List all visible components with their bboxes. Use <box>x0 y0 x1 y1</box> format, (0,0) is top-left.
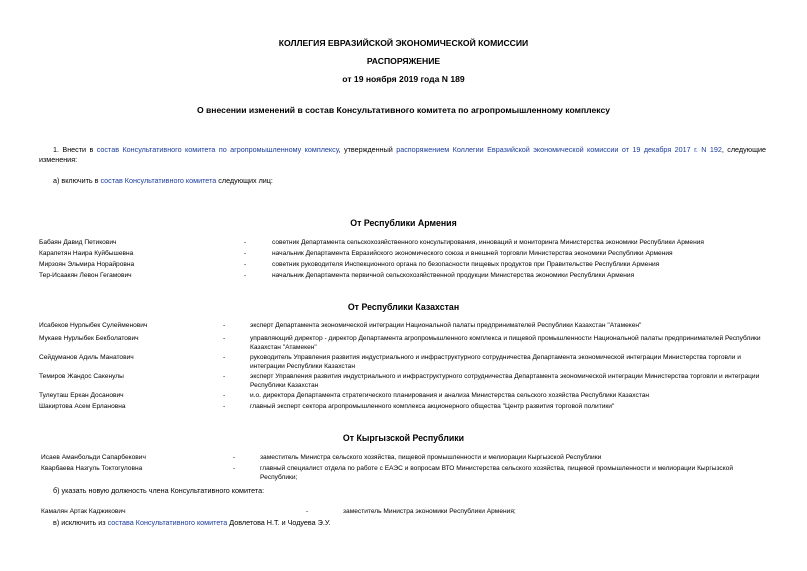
dash: - <box>306 508 309 515</box>
paragraph-1-text: 1. Внести в <box>53 145 97 154</box>
member-position: главный специалист отдела по работе с ЕАЭС и вопросам ВТО Министерства сельского хозяйства, пищевой промышленности и мелиорации Кыргызской Республики; <box>260 465 734 481</box>
item-a-text: а) включить в <box>53 176 101 185</box>
member-name: Кварбаева Назгуль Токтогуловна <box>41 465 143 472</box>
item-c-text: в) исключить из <box>53 518 108 527</box>
committee-link-a[interactable]: состав Консультативного комитета <box>100 176 217 185</box>
paragraph-1-text-2: , утвержденный <box>338 145 397 154</box>
member-name: Темиров Жандос Сакенулы <box>39 373 124 380</box>
dash: - <box>244 250 247 257</box>
member-position: эксперт Департамента экономической интеграции Национальной палаты предпринимателей Республики Казахстан "Атамекен" <box>250 322 642 329</box>
dash: - <box>233 454 236 461</box>
member-position: советник Департамента сельскохозяйственного консультирования, инноваций и мониторинга Министерства экономики Республики Армения <box>272 239 704 246</box>
dash: - <box>233 465 236 472</box>
document-date-number: от 19 ноября 2019 года N 189 <box>342 74 465 84</box>
item-b: б) указать новую должность члена Консультативного комитета: <box>53 486 265 495</box>
committee-link-c[interactable]: состава Консультативного комитета <box>107 518 228 527</box>
item-a <box>53 176 273 186</box>
member-name: Тулеуташ Еркан Досанович <box>39 392 124 399</box>
item-a-text-2: следующих лиц: <box>216 176 273 185</box>
member-name: Карапетян Наира Куйбышевна <box>39 250 134 257</box>
member-name: Тер-Исаакян Левон Гегамович <box>39 272 132 279</box>
section-kyrgyzstan-heading: От Кыргызской Республики <box>342 433 465 443</box>
member-position: и.о. директора Департамента стратегического планирования и анализа Министерства сельского хозяйства Республики Казахстан <box>250 392 650 399</box>
section-armenia-heading: От Республики Армения <box>350 218 457 228</box>
organization-heading: КОЛЛЕГИЯ ЕВРАЗИЙСКОЙ ЭКОНОМИЧЕСКОЙ КОМИССИИ <box>278 38 529 48</box>
dash: - <box>223 392 226 399</box>
section-kazakhstan-heading: От Республики Казахстан <box>347 302 460 312</box>
dash: - <box>244 239 247 246</box>
dash: - <box>223 335 226 342</box>
member-name: Камалян Артак Каджикович <box>41 508 126 515</box>
member-name: Сейдуманов Адиль Манатович <box>39 354 134 361</box>
dash: - <box>244 261 247 268</box>
member-name: Исабеков Нурлыбек Сулейменович <box>39 322 148 329</box>
document-type: РАСПОРЯЖЕНИЕ <box>366 56 441 66</box>
member-position: начальник Департамента первичной сельскохозяйственной продукции Министерства экономики Республики Армения <box>272 272 635 279</box>
decree-192-link[interactable]: распоряжением Коллегии Евразийской экономической комиссии от 19 декабря 2017 г. N 192 <box>396 145 722 154</box>
item-c <box>53 518 330 528</box>
dash: - <box>223 373 226 380</box>
dash: - <box>223 403 226 410</box>
member-position: заместитель Министра экономики Республики Армения; <box>343 508 516 515</box>
member-position: руководитель Управления развития индустриального и инфраструктурного сотрудничества Департамента экономической интеграции Министерства торговли и интеграции Республики Казахстан <box>250 354 741 370</box>
member-position: заместитель Министра сельского хозяйства, пищевой промышленности и мелиорации Кыргызской Республики <box>260 454 602 461</box>
committee-composition-link[interactable]: состав Консультативного комитета по агропромышленному комплексу <box>96 145 339 154</box>
member-name: Исаев Аманбольди Сапарбекович <box>41 454 146 461</box>
member-position: советник руководителя Инспекционного органа по безопасности пищевых продуктов при Правительстве Республики Армения <box>272 261 660 268</box>
member-position: управляющий директор - директор Департамента агропромышленного комплекса и пищевой промышленности Национальной палаты предпринимателей Республики Казахстан "Атамекен" <box>250 335 761 351</box>
member-position: начальник Департамента Евразийского экономического союза и внешней торговли Министерства экономики Республики Армения <box>272 250 673 257</box>
member-name: Бабаян Давид Петикович <box>39 239 117 246</box>
paragraph-1-text-3: , следующие изменения: <box>39 145 766 164</box>
member-name: Мукаев Нурлыбек Бекболатович <box>39 335 139 342</box>
document-title: О внесении изменений в состав Консультативного комитета по агропромышленному комплексу <box>196 105 611 115</box>
dash: - <box>223 322 226 329</box>
member-name: Мирзоян Эльмира Норайровна <box>39 261 135 268</box>
item-c-text-2: Довлетова Н.Т. и Чодуева Э.У. <box>227 518 331 527</box>
member-position: главный эксперт сектора агропромышленного комплекса акционерного общества "Центр развития торговой политики" <box>250 403 615 410</box>
member-name: Шакиртова Асем Ерлановна <box>39 403 126 410</box>
member-position: эксперт Управления развития индустриального и инфраструктурного сотрудничества Департамента экономической интеграции Министерства торговли и интеграции Республики Казахстан <box>250 373 760 389</box>
dash: - <box>223 354 226 361</box>
paragraph-1 <box>39 145 766 165</box>
dash: - <box>244 272 247 279</box>
